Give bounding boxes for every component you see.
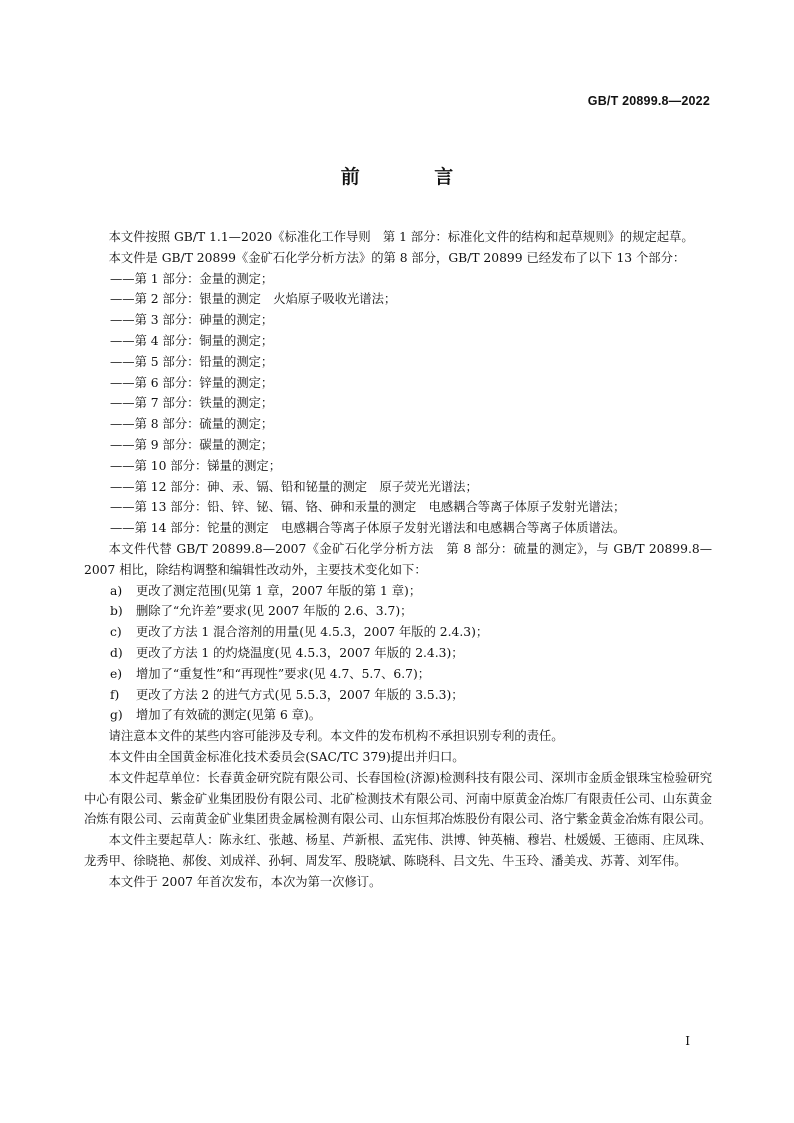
paragraph: 本文件主要起草人：陈永红、张越、杨星、芦新根、孟宪伟、洪博、钟英楠、穆岩、杜媛媛、王德雨、庄凤珠、龙秀甲、徐晓艳、郝俊、刘成祥、孙轲、周发军、殷晓斌、陈晓科、吕文先、牛玉玲、潘美戎、苏菁、刘军伟。 [84,833,712,868]
change-label: c) [110,625,122,640]
change-label: a) [110,583,123,598]
paragraph: 本文件起草单位：长春黄金研究院有限公司、长春国检(济源)检测科技有限公司、深圳市金质金银珠宝检验研究中心有限公司、紫金矿业集团股份有限公司、北矿检测技术有限公司、河南中原黄金冶炼厂有限责任公司、山东黄金冶炼有限公司、云南黄金矿业集团贵金属检测有限公司、山东恒邦冶炼股份有限公司、洛宁紫金黄金冶炼有限公司。 [84,770,712,827]
change-text: 增加了“重复性”和“再现性”要求(见 4.7、5.7、6.7)； [136,666,431,681]
standard-code: GB/T 20899.8—2022 [587,94,710,108]
change-label: f) [110,687,120,702]
list-item: ——第 1 部分：金量的测定； [110,271,274,286]
change-item [84,685,712,706]
change-label: b) [110,604,123,619]
paragraph: 本文件代替 GB/T 20899.8—2007《金矿石化学分析方法 第 8 部分：硫量的测定》，与 GB/T 20899.8—2007 相比，除结构调整和编辑性改动外，主要技术变化如下： [84,541,712,577]
list-item: ——第 10 部分：锑量的测定； [110,458,282,473]
page-title: 前 言 [340,166,488,188]
change-item [84,601,712,622]
list-item: ——第 14 部分：铊量的测定 电感耦合等离子体原子发射光谱法和电感耦合等离子体质谱法。 [110,521,626,536]
change-text: 增加了有效硫的测定(见第 6 章)。 [136,708,322,723]
change-text: 更改了方法 1 混合溶剂的用量(见 4.5.3，2007 年版的 2.4.3)； [136,625,489,640]
list-item: ——第 5 部分：铅量的测定； [110,354,274,369]
change-item [84,581,712,602]
page-number: I [685,1034,690,1048]
change-item [84,622,712,643]
change-label: e) [110,666,123,681]
change-item [84,664,712,685]
list-item: ——第 13 部分：铅、锌、铋、镉、铬、砷和汞量的测定 电感耦合等离子体原子发射光谱法； [110,500,626,515]
list-item: ——第 3 部分：砷量的测定； [110,313,274,328]
paragraph: 请注意本文件的某些内容可能涉及专利。本文件的发布机构不承担识别专利的责任。 [108,729,564,744]
paragraph: 本文件于 2007 年首次发布，本次为第一次修订。 [108,874,382,889]
list-item: ——第 4 部分：铜量的测定； [110,333,274,348]
change-item [84,643,712,664]
list-item: ——第 12 部分：砷、汞、镉、铅和铋量的测定 原子荧光光谱法； [110,479,478,494]
change-label: g) [110,708,123,723]
paragraph: 本文件是 GB/T 20899《金矿石化学分析方法》的第 8 部分，GB/T 20899 已经发布了以下 13 个部分： [108,250,686,265]
document-body [84,227,712,893]
change-label: d) [110,645,123,660]
paragraph: 本文件由全国黄金标准化技术委员会(SAC/TC 379)提出并归口。 [108,749,465,764]
change-text: 删除了“允许差”要求(见 2007 年版的 2.6、3.7)； [136,604,413,619]
change-text: 更改了方法 1 的灼烧温度(见 4.5.3，2007 年版的 2.4.3)； [136,645,464,660]
list-item: ——第 7 部分：铁量的测定； [110,396,274,411]
list-item: ——第 6 部分：锌量的测定； [110,375,274,390]
change-text: 更改了方法 2 的进气方式(见 5.5.3，2007 年版的 3.5.3)； [136,687,464,702]
paragraph: 本文件按照 GB/T 1.1—2020《标准化工作导则 第 1 部分：标准化文件的结构和起草规则》的规定起草。 [108,230,694,244]
list-item: ——第 9 部分：碳量的测定； [110,437,274,452]
list-item: ——第 2 部分：银量的测定 火焰原子吸收光谱法； [110,292,397,307]
change-text: 更改了测定范围(见第 1 章，2007 年版的第 1 章)； [136,583,422,598]
list-item: ——第 8 部分：硫量的测定； [110,417,274,432]
change-item [84,705,712,726]
